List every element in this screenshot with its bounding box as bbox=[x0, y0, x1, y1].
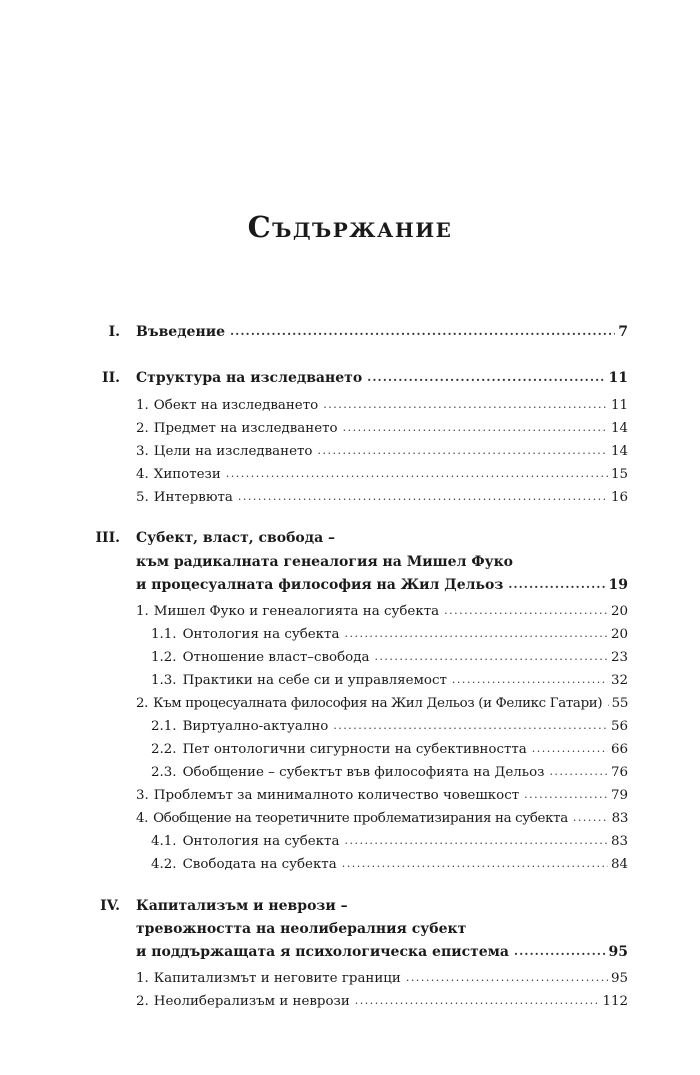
dot-leader bbox=[532, 741, 608, 753]
entry-title: Въведение bbox=[136, 324, 225, 340]
toc-entry bbox=[136, 603, 628, 623]
section-title-line: към радикалната генеалогия на Мишел Фуко bbox=[136, 554, 514, 570]
entry-title: и поддържащата я психологическа епистема bbox=[136, 944, 509, 960]
section-title-line: Капитализъм и неврози – bbox=[136, 898, 348, 914]
dot-leader bbox=[344, 833, 608, 845]
dot-leader bbox=[343, 420, 608, 432]
dot-leader bbox=[333, 718, 608, 730]
dot-leader bbox=[230, 324, 615, 336]
toc-entry bbox=[136, 695, 628, 715]
page-number: 19 bbox=[608, 577, 628, 593]
page-number: 56 bbox=[610, 719, 628, 734]
page-number: 83 bbox=[611, 811, 628, 826]
toc-entry bbox=[151, 741, 628, 761]
entry-number: 2. bbox=[136, 421, 149, 436]
entry-number: 3. bbox=[136, 788, 149, 803]
dot-leader bbox=[406, 970, 608, 982]
entry-title: Отношение власт–свобода bbox=[182, 650, 370, 665]
entry-title: Хипотези bbox=[153, 467, 221, 482]
entry-number: 2. bbox=[136, 696, 149, 711]
page-number: 23 bbox=[610, 650, 628, 665]
entry-number: 2. bbox=[136, 994, 149, 1009]
page-number: 20 bbox=[610, 604, 628, 619]
entry-number: 2.1. bbox=[151, 719, 177, 734]
toc-entry bbox=[136, 787, 628, 807]
page-number: 32 bbox=[610, 673, 628, 688]
entry-number: 4. bbox=[136, 811, 149, 826]
page-number: 14 bbox=[610, 444, 628, 459]
entry-number: 1.1. bbox=[151, 627, 177, 642]
dot-leader bbox=[549, 764, 608, 776]
section-number: II. bbox=[102, 370, 120, 386]
entry-title: Пет онтологични сигурности на субективността bbox=[182, 742, 527, 757]
page-number: 112 bbox=[602, 994, 628, 1009]
section-title-line: тревожността на неолибералния субект bbox=[136, 921, 467, 937]
toc-entry bbox=[136, 397, 628, 417]
page-number: 66 bbox=[610, 742, 628, 757]
entry-title: Обобщение на теоретичните проблематизирания на субекта bbox=[153, 811, 568, 826]
entry-title: Проблемът за минималното количество човешкост bbox=[153, 788, 520, 803]
dot-leader bbox=[342, 856, 608, 868]
toc-entry bbox=[136, 443, 628, 463]
toc-entry bbox=[136, 489, 628, 509]
toc-entry bbox=[136, 324, 628, 346]
dot-leader bbox=[573, 810, 609, 822]
toc-entry bbox=[151, 626, 628, 646]
page-title: Съдържание bbox=[247, 210, 453, 244]
section-number: I. bbox=[108, 324, 120, 340]
page-number: 11 bbox=[610, 398, 628, 413]
entry-title: Предмет на изследването bbox=[153, 421, 338, 436]
dot-leader bbox=[367, 370, 605, 382]
page-number: 79 bbox=[610, 788, 628, 803]
page-number: 95 bbox=[610, 971, 628, 986]
page-number: 14 bbox=[610, 421, 628, 436]
entry-number: 5. bbox=[136, 490, 149, 505]
entry-number: 1.3. bbox=[151, 673, 177, 688]
dot-leader bbox=[514, 944, 606, 956]
page-number: 95 bbox=[608, 944, 628, 960]
dot-leader bbox=[607, 695, 608, 707]
dot-leader bbox=[238, 489, 608, 501]
toc-entry bbox=[136, 810, 628, 830]
toc-entry bbox=[136, 577, 628, 599]
toc-entry bbox=[136, 420, 628, 440]
entry-number: 1. bbox=[136, 604, 149, 619]
toc-entry bbox=[151, 672, 628, 692]
toc-entry bbox=[151, 718, 628, 738]
toc-entry bbox=[151, 764, 628, 784]
entry-title: и процесуалната философия на Жил Дельоз bbox=[136, 577, 504, 593]
toc-entry bbox=[151, 833, 628, 853]
entry-number: 4.2. bbox=[151, 857, 177, 872]
dot-leader bbox=[508, 577, 605, 589]
dot-leader bbox=[317, 443, 607, 455]
toc-entry bbox=[136, 466, 628, 486]
toc-entry bbox=[151, 649, 628, 669]
entry-title: Онтология на субекта bbox=[182, 627, 340, 642]
dot-leader bbox=[344, 626, 608, 638]
dot-leader bbox=[355, 993, 600, 1005]
entry-number: 3. bbox=[136, 444, 149, 459]
section-number: III. bbox=[95, 530, 120, 546]
entry-title: Цели на изследването bbox=[153, 444, 313, 459]
entry-number: 2.3. bbox=[151, 765, 177, 780]
entry-title: Виртуално-актуално bbox=[182, 719, 329, 734]
entry-title: Интервюта bbox=[153, 490, 233, 505]
page-number: 55 bbox=[611, 696, 628, 711]
page-number: 7 bbox=[618, 324, 628, 340]
section-title-line: Субект, власт, свобода – bbox=[136, 530, 336, 546]
entry-title: Неолиберализъм и неврози bbox=[153, 994, 350, 1009]
entry-title: Мишел Фуко и генеалогията на субекта bbox=[153, 604, 440, 619]
entry-title: Структура на изследването bbox=[136, 370, 363, 386]
entry-title: Практики на себе си и управляемост bbox=[182, 673, 447, 688]
page-number: 83 bbox=[610, 834, 628, 849]
page-number: 84 bbox=[610, 857, 628, 872]
toc-entry bbox=[136, 370, 628, 392]
toc-entry bbox=[136, 944, 628, 966]
page-number: 11 bbox=[608, 370, 628, 386]
dot-leader bbox=[323, 397, 608, 409]
toc-entry bbox=[136, 970, 628, 990]
toc-entry bbox=[151, 856, 628, 876]
entry-number: 2.2. bbox=[151, 742, 177, 757]
page-number: 16 bbox=[610, 490, 628, 505]
entry-title: Свободата на субекта bbox=[182, 857, 337, 872]
entry-title: Капитализмът и неговите граници bbox=[153, 971, 401, 986]
entry-title: Обект на изследването bbox=[153, 398, 319, 413]
entry-number: 4.1. bbox=[151, 834, 177, 849]
dot-leader bbox=[452, 672, 608, 684]
entry-number: 1. bbox=[136, 971, 149, 986]
toc-entry bbox=[136, 993, 628, 1013]
dot-leader bbox=[444, 603, 608, 615]
dot-leader bbox=[226, 466, 608, 478]
dot-leader bbox=[374, 649, 608, 661]
entry-title: Към процесуалната философия на Жил Дельоз (и Феликс Гатари) bbox=[153, 696, 603, 711]
page-number: 15 bbox=[610, 467, 628, 482]
page-number: 76 bbox=[610, 765, 628, 780]
section-number: IV. bbox=[100, 898, 120, 914]
entry-number: 1. bbox=[136, 398, 149, 413]
entry-title: Онтология на субекта bbox=[182, 834, 340, 849]
entry-number: 1.2. bbox=[151, 650, 177, 665]
page-number: 20 bbox=[610, 627, 628, 642]
dot-leader bbox=[524, 787, 608, 799]
entry-number: 4. bbox=[136, 467, 149, 482]
entry-title: Обобщение – субектът във философията на Дельоз bbox=[182, 765, 545, 780]
